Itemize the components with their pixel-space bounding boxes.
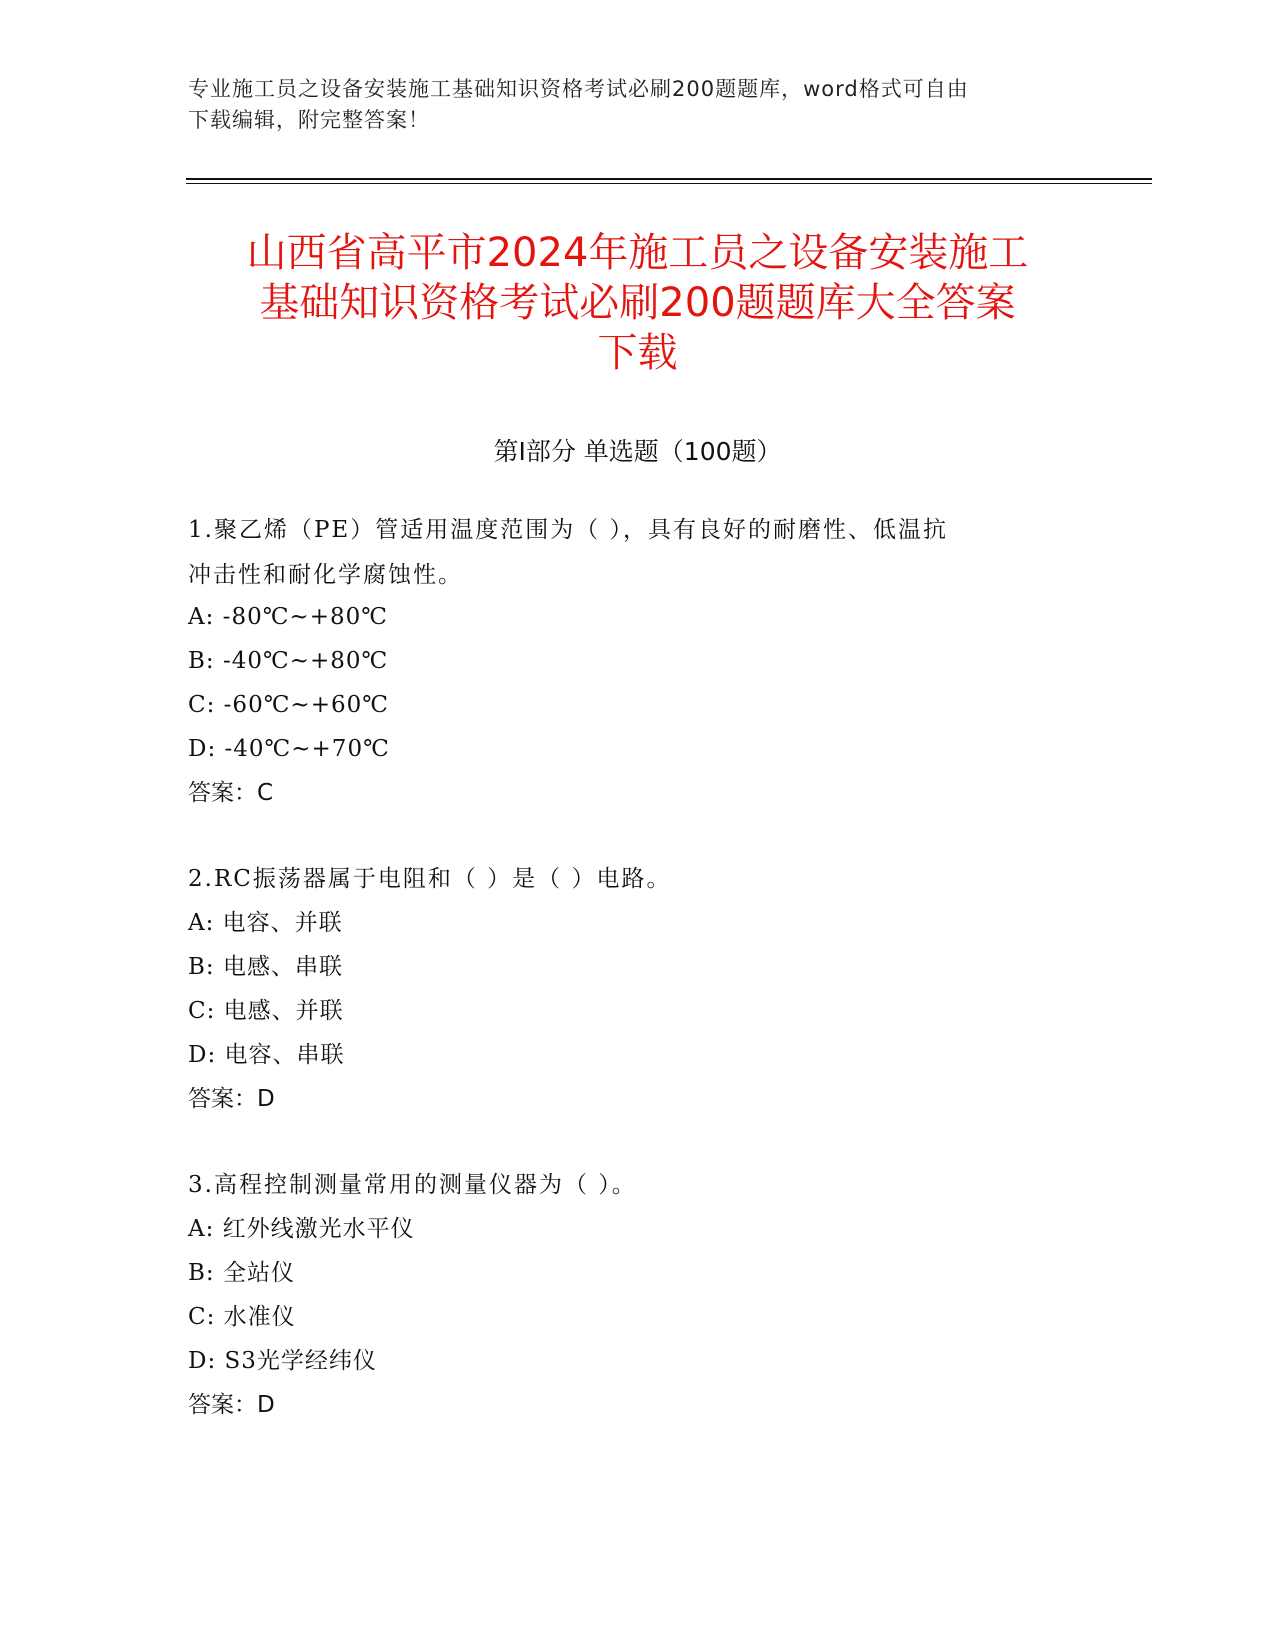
question-3-stem <box>188 1163 1068 1208</box>
header-divider-thick <box>186 178 1152 180</box>
document-title-line-2: 基础知识资格考试必刷200题题库大全答案 <box>259 280 1016 326</box>
header-note-line-2: 下载编辑，附完整答案！ <box>188 108 430 132</box>
question-3-option-b: B: 全站仪 <box>188 1260 295 1286</box>
question-2-option-b: B: 电感、串联 <box>188 954 343 980</box>
question-2-stem-line-1: 2.RC振荡器属于电阻和（ ）是（ ）电路。 <box>188 866 672 892</box>
question-1-stem-line-1: 1.聚乙烯（PE）管适用温度范围为（ ），具有良好的耐磨性、低温抗 <box>188 517 949 543</box>
header-note-line-1: 专业施工员之设备安装施工基础知识资格考试必刷200题题库，word格式可自由 <box>188 77 969 101</box>
question-3-option-a: A: 红外线激光水平仪 <box>188 1216 415 1242</box>
question-1-option-c: C: -60℃~+60℃ <box>188 692 389 718</box>
question-1-option-a: A: -80℃~+80℃ <box>188 604 388 630</box>
question-3-option-d: D: S3光学经纬仪 <box>188 1348 377 1374</box>
question-2-option-c: C: 电感、并联 <box>188 998 344 1024</box>
question-1-stem <box>188 508 1068 598</box>
question-1-answer: 答案：C <box>188 780 274 806</box>
section-title: 第Ⅰ部分 单选题（100题） <box>493 437 782 466</box>
question-2-option-a: A: 电容、并联 <box>188 910 343 936</box>
question-2-option-d: D: 电容、串联 <box>188 1042 345 1068</box>
question-1-option-d: D: -40℃~+70℃ <box>188 736 390 762</box>
document-title <box>150 228 1125 378</box>
header-note <box>188 74 1068 136</box>
question-3-option-c: C: 水准仪 <box>188 1304 296 1330</box>
question-2-answer: 答案：D <box>188 1086 275 1112</box>
header-divider-thin <box>186 183 1152 184</box>
question-1-option-b: B: -40℃~+80℃ <box>188 648 389 674</box>
document-title-line-1: 山西省高平市2024年施工员之设备安装施工 <box>246 230 1029 276</box>
question-2-stem <box>188 857 1068 902</box>
question-3-answer: 答案：D <box>188 1392 275 1418</box>
question-1-stem-line-2: 冲击性和耐化学腐蚀性。 <box>188 562 463 588</box>
document-title-line-3: 下载 <box>597 330 678 376</box>
question-3-stem-line-1: 3.高程控制测量常用的测量仪器为（ ）。 <box>188 1172 637 1198</box>
